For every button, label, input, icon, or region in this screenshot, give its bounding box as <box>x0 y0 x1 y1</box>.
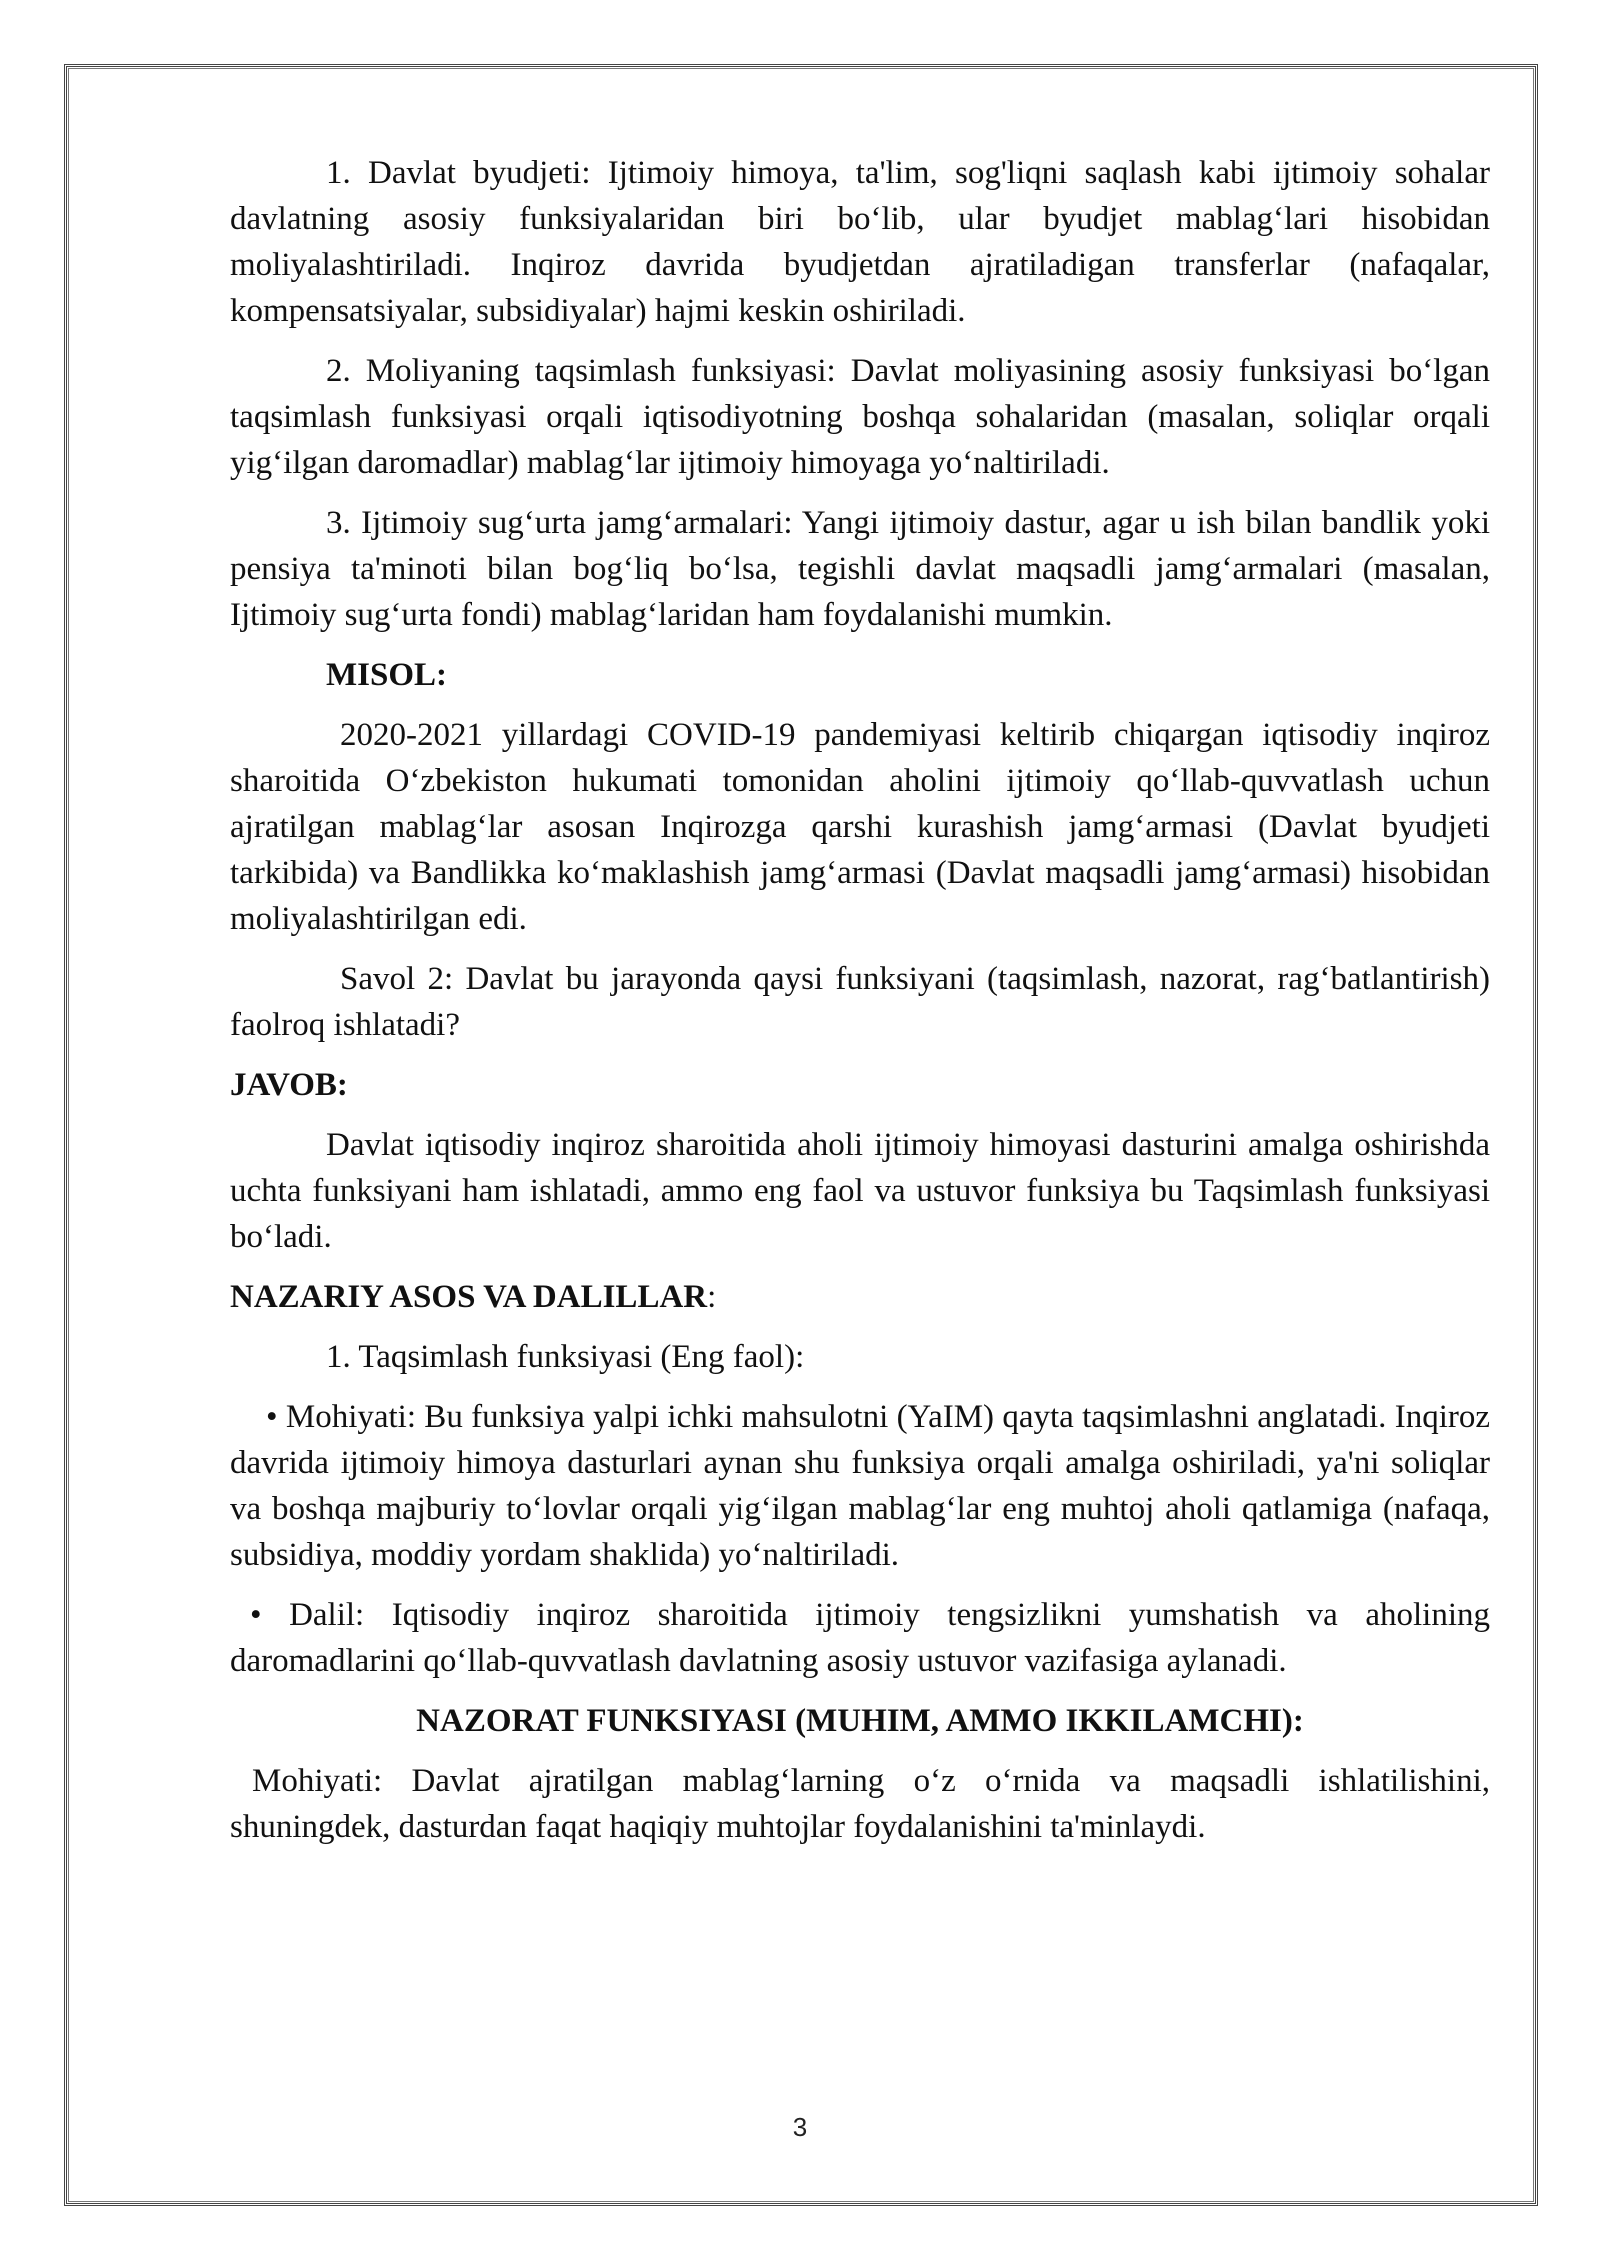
paragraph-javob-text: Davlat iqtisodiy inqiroz sharoitida aholi ijtimoiy himoyasi dasturini amalga oshirishda uchta funksiyani ham ishlatadi, ammo eng faol va ustuvor funksiya bu Taqsimlash funksiyasi bo‘ladi. <box>230 1127 1490 1255</box>
bullet-mohiyati: • Mohiyati: Bu funksiya yalpi ichki mahsulotni (YaIM) qayta taqsimlashni anglatadi. Inqiroz davrida ijtimoiy himoya dasturlari aynan shu funksiya orqali amalga oshiriladi, ya'ni soliqlar va boshqa majburiy to‘lovlar orqali yig‘ilgan mablag‘lar eng muhtoj aholi qatlamiga (nafaqa, subsidiya, moddiy yordam shaklida) yo‘naltiriladi. <box>230 1399 1490 1573</box>
heading-nazariy-asos-colon: : <box>707 1279 717 1315</box>
paragraph-ijtimoiy-sugurta: 3. Ijtimoiy sug‘urta jamg‘armalari: Yangi ijtimoiy dastur, agar u ish bilan bandlik yoki pensiya ta'minoti bilan bog‘liq bo‘lsa, tegishli davlat maqsadli jamg‘armalari (masalan, Ijtimoiy sug‘urta fondi) mablag‘laridan ham foydalanishi mumkin. <box>230 505 1490 633</box>
heading-nazariy-asos <box>230 1274 1490 1320</box>
bullet-dalil: • Dalil: Iqtisodiy inqiroz sharoitida ijtimoiy tengsizlikni yumshatish va aholining daromadlarini qo‘llab-quvvatlash davlatning asosiy ustuvor vazifasiga aylanadi. <box>230 1597 1490 1679</box>
heading-nazariy-asos-text: NAZARIY ASOS VA DALILLAR <box>230 1279 708 1315</box>
heading-javob: JAVOB: <box>230 1067 348 1103</box>
heading-nazorat-funksiyasi: NAZORAT FUNKSIYASI (MUHIM, AMMO IKKILAMCHI): <box>416 1703 1304 1739</box>
document-body <box>230 150 1490 1864</box>
paragraph-davlat-byudjeti: 1. Davlat byudjeti: Ijtimoiy himoya, ta'lim, sog'liqni saqlash kabi ijtimoiy sohalar davlatning asosiy funksiyalaridan biri bo‘lib, ular byudjet mablag‘lari hisobidan moliyalashtiriladi. Inqiroz davrida byudjetdan ajratiladigan transferlar (nafaqalar, kompensatsiyalar, subsidiyalar) hajmi keskin oshiriladi. <box>230 155 1490 329</box>
list-item-taqsimlash: 1. Taqsimlash funksiyasi (Eng faol): <box>326 1339 805 1375</box>
paragraph-savol: Savol 2: Davlat bu jarayonda qaysi funksiyani (taqsimlash, nazorat, rag‘batlantirish) faolroq ishlatadi? <box>230 961 1490 1043</box>
heading-misol: MISOL: <box>326 657 448 693</box>
paragraph-nazorat-text: Mohiyati: Davlat ajratilgan mablag‘larning o‘z o‘rnida va maqsadli ishlatilishini, shuningdek, dasturdan faqat haqiqiy muhtojlar foydalanishini ta'minlaydi. <box>230 1763 1490 1845</box>
page-number: 3 <box>792 2112 808 2142</box>
paragraph-misol-text: 2020-2021 yillardagi COVID-19 pandemiyasi keltirib chiqargan iqtisodiy inqiroz sharoitida O‘zbekiston hukumati tomonidan aholini ijtimoiy qo‘llab-quvvatlash uchun ajratilgan mablag‘lar asosan Inqirozga qarshi kurashish jamg‘armasi (Davlat byudjeti tarkibida) va Bandlikka ko‘maklashish jamg‘armasi (Davlat maqsadli jamg‘armasi) hisobidan moliyalashtirilgan edi. <box>230 717 1490 937</box>
paragraph-taqsimlash-funksiyasi: 2. Moliyaning taqsimlash funksiyasi: Davlat moliyasining asosiy funksiyasi bo‘lgan taqsimlash funksiyasi orqali iqtisodiyotning boshqa sohalaridan (masalan, soliqlar orqali yig‘ilgan daromadlar) mablag‘lar ijtimoiy himoyaga yo‘naltiriladi. <box>230 353 1490 481</box>
